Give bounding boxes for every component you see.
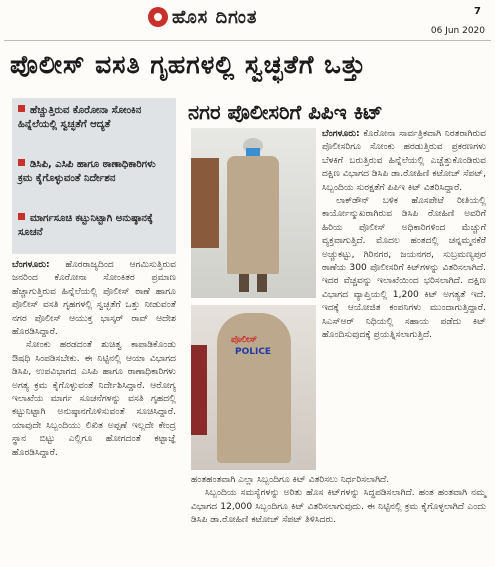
badge-top: ಪೊಲೀಸ್ xyxy=(231,335,258,345)
bullet-icon xyxy=(18,159,25,166)
publication-date: 06 Jun 2020 xyxy=(430,26,485,36)
mask xyxy=(246,148,260,156)
highlight-text: ಮಾರ್ಗಸೂಚಿ ಕಟ್ಟುನಿಟ್ಟಾಗಿ ಅನುಷ್ಠಾನಕ್ಕೆ ಸೂಚನೆ xyxy=(18,213,153,238)
sub-headline: ನಗರ ಪೊಲೀಸರಿಗೆ ಪಿಪಿಇ ಕಿಟ್ xyxy=(188,100,383,124)
article-column-right xyxy=(322,128,486,343)
leg xyxy=(257,274,267,292)
highlight-text: ಹೆಚ್ಚುತ್ತಿರುವ ಕೊರೋನಾ ಸೋಂಕಿನ ಹಿನ್ನೆಲೆಯಲ್ಲಿ ಸ್ವಚ್ಛತೆಗೆ ಆದ್ಯತೆ xyxy=(18,105,142,130)
ppe-kit-photo-front xyxy=(191,128,316,298)
article-column-left xyxy=(12,259,176,460)
highlights-box xyxy=(12,98,176,254)
ppe-suit xyxy=(227,156,279,274)
leg xyxy=(239,274,249,292)
paragraph: ಸಿಬ್ಬಂದಿಯ ಸಮಸ್ಯೆಗಳನ್ನು ಅರಿತು ಹೊಸ ಕಿಟ್‌ಗಳನ್ನು ಸಿದ್ಧಪಡಿಸಲಾಗಿದೆ. ಹಂತ ಹಂತವಾಗಿ ನಮ್ಮ ವಿಭಾಗದ 12,000 ಸಿಬ್ಬಂದಿಗೂ ಕಿಟ್ ವಿತರಿಸಲಾಗುವುದು. ಈ ನಿಟ್ಟಿನಲ್ಲಿ ಕ್ರಮ ಕೈಗೊಳ್ಳಲಾಗಿದೆ ಎಂದು ಡಿಸಿಪಿ ಡಾ.ರೋಹಿಣಿ ಕಟೋಚ್ ಸೆಪಟ್ ತಿಳಿಸಿದರು. xyxy=(191,488,486,526)
main-headline: ಪೊಲೀಸ್ ವಸತಿ ಗೃಹಗಳಲ್ಲಿ ಸ್ವಚ್ಛತೆಗೆ ಒತ್ತು xyxy=(10,50,367,79)
paragraph: ಸೋಂಕು ಹರಡದಂತೆ ಶುಚಿತ್ವ ಕಾಪಾಡಿಕೊಂಡು ಔಷಧಿ ಸಿಂಪಡಿಸಬೇಕು. ಈ ನಿಟ್ಟಿನಲ್ಲಿ ಆಯಾ ವಿಭಾಗದ ಡಿಸಿಪಿ, ಉಪವಿಭಾಗದ ಎಸಿಪಿ ಹಾಗೂ ಠಾಣಾಧಿಕಾರಿಗಳು ಅಗತ್ಯ ಕ್ರಮ ಕೈಗೊಳ್ಳುವಂತೆ ನಿರ್ದೇಶಿಸಿದ್ದಾರೆ. ಆರೋಗ್ಯ ಇಲಾಖೆಯ ಮಾರ್ಗ ಸೂಚನೆಗಳನ್ನು ವಸತಿ ಗೃಹದಲ್ಲಿ ಕಟ್ಟುನಿಟ್ಟಾಗಿ ಅನುಷ್ಠಾನಗೊಳಿಸುವಂತೆ ಸೂಚಿಸಿದ್ದಾರೆ. ಯಾವುದೇ ಸಿಬ್ಬಂದಿಯು ಲಿಖಿತ ಅಪ್ಪಣೆ ಇಲ್ಲದೇ ಕೇಂದ್ರ ಸ್ಥಾನ ಬಿಟ್ಟು ಎಲ್ಲಿಗೂ ಹೋಗದಂತೆ ಕಟ್ಟಾಜ್ಞೆ ಹೊರಡಿಸಿದ್ದಾರೆ. xyxy=(12,340,176,458)
highlight-item xyxy=(18,104,172,132)
bullet-icon xyxy=(18,213,25,220)
page-number: 7 xyxy=(474,6,481,17)
badge-bottom: POLICE xyxy=(235,347,272,357)
chair xyxy=(191,158,219,248)
dateline: ಬೆಂಗಳೂರು: xyxy=(322,129,360,139)
ppe-kit-photo-back xyxy=(191,305,316,470)
newspaper-logo xyxy=(148,5,257,29)
paragraph: ಹಂತಹಂತವಾಗಿ ಎಲ್ಲಾ ಸಿಬ್ಬಂದಿಗೂ ಕಿಟ್ ವಿತರಿಸಲು ನಿರ್ಧರಿಸಲಾಗಿದೆ. xyxy=(191,475,390,485)
paragraph: ಲಾಕ್‌ಡೌನ್ ಬಳಿಕ ಹೊಸಪೇಟೆ ರೀತಿಯಲ್ಲಿ ಕಾರ್ಯೋನ್ಮುಖರಾಗಿರುವ ಡಿಸಿಪಿ ರೋಹಿಣಿ ಅವರಿಗೆ ಹಿರಿಯ ಪೊಲೀಸ್ ಅಧಿಕಾರಿಗಳಿಂದ ಮೆಚ್ಚುಗೆ ವ್ಯಕ್ತವಾಗುತ್ತಿದೆ. ಮೊದಲ ಹಂತದಲ್ಲಿ ಚನ್ನಮ್ಮನಕೆರೆ ಅಚ್ಚುಕಟ್ಟು, ಗಿರಿನಗರ, ಜಯನಗರ, ಸುಬ್ರಮಣ್ಯಪುರ ಠಾಣೆಯ 300 ಪೊಲೀಸರಿಗೆ ಕಿಟ್‌ಗಳನ್ನು ವಿತರಿಸಲಾಗಿದೆ. ಇದರ ವೆಚ್ಚವನ್ನು ಇಲಾಖೆಯಿಂದ ಭರಿಸಲಾಗಿದೆ. ದಕ್ಷಿಣ ವಿಭಾಗದ ವ್ಯಾಪ್ತಿಯಲ್ಲಿ 1,200 ಕಿಟ್ ಅಗತ್ಯತೆ ಇದೆ. ಇದಕ್ಕೆ ಆಯೋಜಿತ ಕಂಪನಿಗಳು ಮುಂದಾಗುತ್ತಿದ್ದಾರೆ. ಸಿಎಸ್‌ಆರ್ ನಿಧಿಯಲ್ಲಿ ಸಹಾಯ ಪಡೆದು ಕಿಟ್ ಹೊಂದಿಸುವುದಕ್ಕೆ ಪ್ರಯತ್ನಿಸಲಾಗುತ್ತಿದೆ. xyxy=(322,196,486,341)
highlight-text: ಡಿಸಿಪಿ, ಎಸಿಪಿ ಹಾಗೂ ಠಾಣಾಧಿಕಾರಿಗಳು ಕ್ರಮ ಕೈಗೊಳ್ಳುವಂತೆ ನಿರ್ದೇಶನ xyxy=(18,159,156,184)
bullet-icon xyxy=(18,105,25,112)
logo-emblem-icon xyxy=(148,7,168,27)
paragraph-text: ಹೊರರಾಜ್ಯದಿಂದ ಆಗಮಿಸುತ್ತಿರುವ ಜನರಿಂದ ಕೊರೋನಾ ಸೋಂಕಿತರ ಪ್ರಮಾಣ ಹೆಚ್ಚಾಗುತ್ತಿರುವ ಹಿನ್ನೆಲೆಯಲ್ಲಿ ಪೊಲೀಸ್ ಠಾಣೆ ಹಾಗೂ ಪೊಲೀಸ್ ವಸತಿ ಗೃಹಗಳಲ್ಲಿ ಸ್ವಚ್ಛತೆಗೆ ಒತ್ತು ನೀಡುವಂತೆ ನಗರ ಪೊಲೀಸ್ ಆಯುಕ್ತ ಭಾಸ್ಕರ್ ರಾವ್ ಆದೇಶ ಹೊರಡಿಸಿದ್ದಾರೆ. xyxy=(12,260,176,338)
highlight-item xyxy=(18,212,172,240)
article-column-bottom xyxy=(191,474,486,528)
paragraph xyxy=(12,259,176,339)
dateline: ಬೆಂಗಳೂರು: xyxy=(12,260,50,270)
chair xyxy=(191,345,207,435)
logo-text: ಹೊಸ ದಿಗಂತ xyxy=(172,6,258,28)
highlight-item xyxy=(18,158,172,186)
paragraph xyxy=(322,128,486,195)
masthead xyxy=(0,0,495,36)
masthead-divider xyxy=(4,40,491,41)
paragraph-text: ಕೊರೋನಾ ಸಾರ್ವತ್ರಿಕವಾಗಿ ನಿರತರಾಗಿರುವ ಪೊಲೀಸರಿಗೂ ಸೋಂಕು ಹರಡುತ್ತಿರುವ ಪ್ರಕರಣಗಳು ಬೆಳಕಿಗೆ ಬರುತ್ತಿರುವ ಹಿನ್ನೆಲೆಯಲ್ಲಿ ಎಚ್ಚೆತ್ತುಕೊಂಡಿರುವ ದಕ್ಷಿಣ ವಿಭಾಗದ ಡಿಸಿಪಿ ಡಾ.ರೋಹಿಣಿ ಕಟೋಚ್ ಸೆಪಟ್, ಸಿಬ್ಬಂದಿಯ ಸುರಕ್ಷತೆಗೆ ಪಿಪಿಇ ಕಿಟ್ ವಿತರಿಸಿದ್ದಾರೆ. xyxy=(322,129,486,193)
